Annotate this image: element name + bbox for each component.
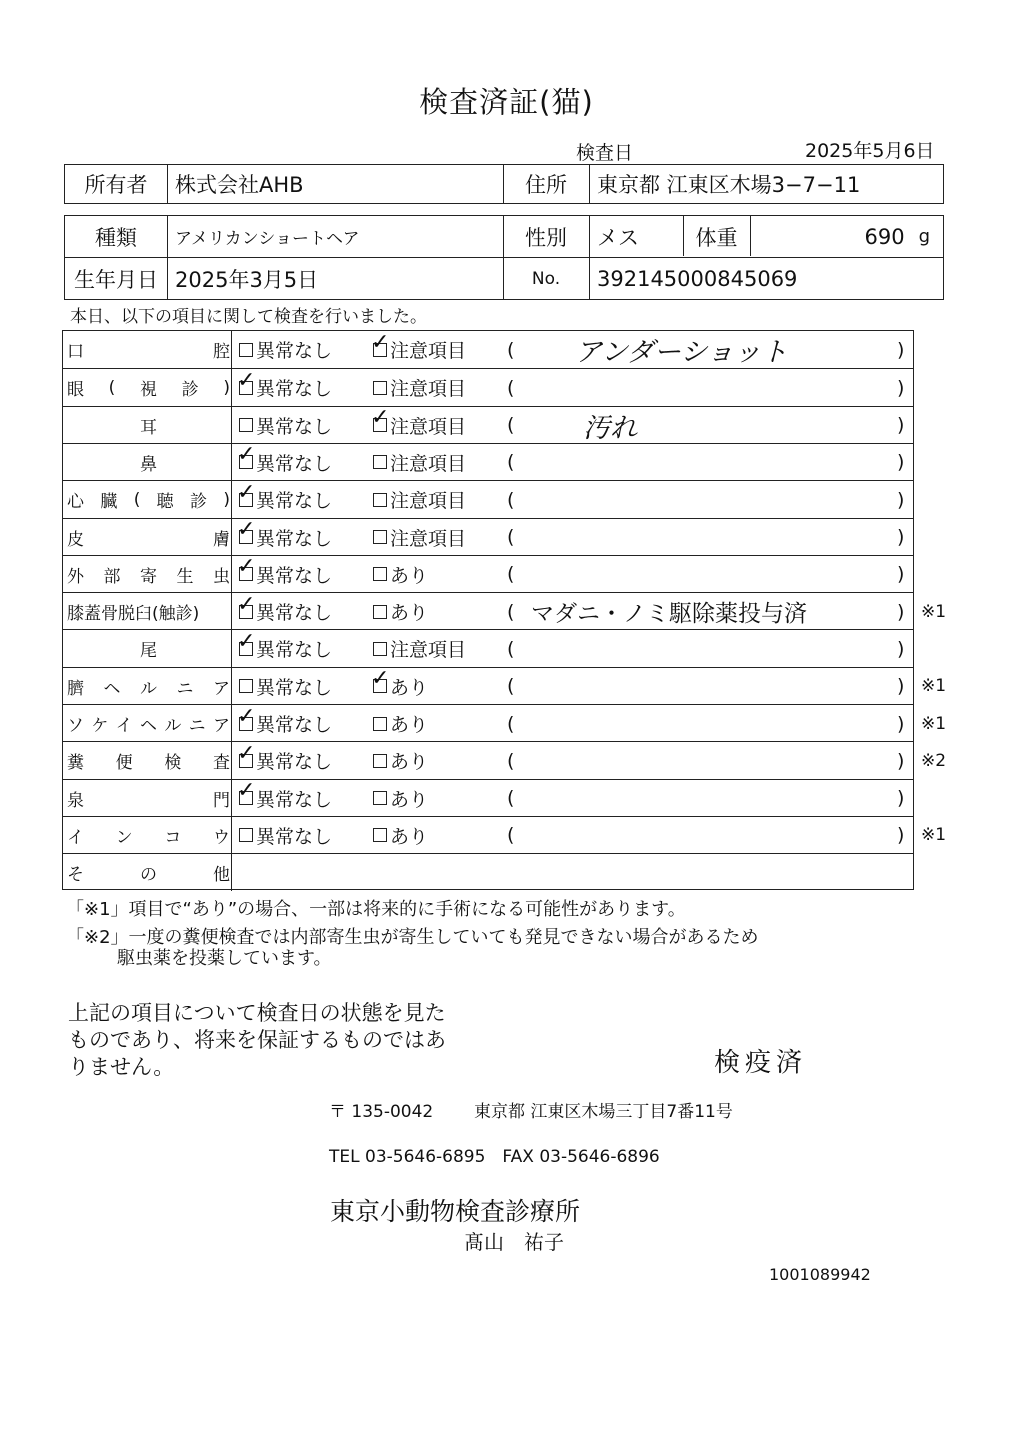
checkbox[interactable] [239,343,253,357]
exam-date-label: 検査日 [576,142,634,164]
checkbox-label: 異常なし [256,527,333,550]
checkbox[interactable] [373,381,387,395]
column-divider [231,705,232,742]
column-divider [231,742,232,779]
paren-open: ( [507,637,515,660]
exam-row [63,740,947,779]
paren-open: ( [507,712,515,735]
paren-open: ( [507,563,515,586]
normal-option[interactable] [239,780,332,817]
checkbox-label: 異常なし [256,452,333,475]
exam-item-name-char: ケ [91,716,109,736]
checkbox[interactable] [237,703,256,731]
exam-item-name [67,630,230,667]
exam-item-name-char: 部 [103,566,121,587]
column-divider [231,854,232,891]
checkbox[interactable] [373,828,387,842]
paren-open: ( [507,787,515,810]
checkbox[interactable] [237,740,256,768]
footnote-1: 「※1」項目で“あり”の場合、一部は将来的に手術になる可能性があります。 [66,899,686,920]
exam-item-name-char: 聴 [156,492,174,513]
present-option[interactable] [373,556,428,593]
paren-close: ) [897,675,905,698]
checkmark-icon: ✓ [237,591,256,617]
checkmark-icon: ✓ [237,703,256,729]
breed-value: アメリカンショートヘア [175,229,360,249]
exam-row [63,703,947,742]
paren-open: ( [507,600,515,623]
exam-item-name-char: ) [223,377,230,398]
exam-row [63,518,913,556]
exam-item-name-char: の [140,865,157,886]
paren-close: ) [897,749,905,772]
sex-value: メス [597,225,639,250]
exam-item-name-char: 尾 [140,641,157,662]
checkmark-icon: ✓ [237,442,256,468]
checkbox-label: あり [390,714,429,736]
exam-note: ※1 [921,601,947,622]
checkbox[interactable] [373,567,387,581]
exam-item-name-char: ニ [176,678,194,699]
owner-table [64,164,944,204]
normal-option[interactable] [239,331,332,368]
weight-number: 690 [864,224,905,249]
paren-close: ) [897,488,905,511]
exam-item-name-char: 診 [181,380,199,401]
checkmark-icon: ✓ [237,517,256,542]
paren-close: ) [897,824,905,847]
clinic-tel-fax: TEL 03-5646-6895 FAX 03-5646-6896 [329,1147,660,1167]
exam-item-name [67,817,230,854]
exam-item-name-char: ( [133,489,141,510]
present-option[interactable] [373,593,428,630]
exam-row [63,331,913,368]
exam-item-name-char: 臍 [67,678,84,699]
checkbox[interactable] [239,828,253,842]
exam-comment: 汚れ [583,412,637,444]
paren-close: ) [897,414,905,437]
checkbox-label: 注意項目 [390,340,467,362]
column-divider [231,444,232,481]
checkmark-icon: ✓ [237,740,256,766]
column-divider [231,556,232,593]
checkbox[interactable] [373,530,387,544]
column-divider [231,407,232,444]
exam-item-name-char: ル [164,716,182,736]
paren-open: ( [507,675,515,698]
paren-close: ) [897,451,905,474]
exam-item-name [67,705,230,742]
column-divider [231,668,232,705]
exam-item-name-char: ( [108,377,116,398]
exam-item-name-char: 口 [67,342,84,362]
exam-row [63,666,947,705]
paren-close: ) [897,563,905,586]
checkbox-label: 異常なし [256,378,333,401]
exam-item-name-char: 心 [67,492,84,513]
checkbox[interactable] [373,493,387,507]
checkbox[interactable] [373,754,387,768]
exam-item-name-char: ) [223,489,230,510]
exam-item-name-char: ア [212,716,230,736]
exam-row [63,406,913,444]
exam-item-name [67,407,230,444]
checkmark-icon: ✓ [237,628,256,654]
checkbox[interactable] [239,679,253,693]
paren-close: ) [897,787,905,810]
paren-open: ( [507,526,515,548]
checkbox[interactable] [237,628,256,656]
column-divider [231,593,232,630]
exam-row [63,816,947,854]
caution-option[interactable] [373,331,466,368]
checkmark-icon: ✓ [371,329,390,355]
exam-item-name-char: そ [67,865,84,886]
exam-date-value: 2025年5月6日 [805,140,935,162]
exam-item-name-char: ヘ [139,716,157,736]
normal-option[interactable] [239,705,332,742]
checkbox-label: 注意項目 [390,527,467,550]
birth-label: 生年月日 [74,267,158,292]
checkbox-label: あり [390,564,429,587]
exam-item-name-char: 検 [164,753,182,774]
exam-comment: マダニ・ノミ駆除薬投与済 [531,601,807,628]
footnote-2-cont: 駆虫薬を投薬しています。 [117,948,332,969]
normal-option[interactable] [239,817,332,854]
checkbox[interactable] [371,405,390,432]
normal-option[interactable] [239,407,332,444]
exam-item-name-char: 診 [190,492,208,513]
exam-item-name-char: ル [140,678,157,699]
address-value: 東京都 江東区木場3−7−11 [597,172,861,197]
checkbox[interactable] [373,791,387,805]
exam-item-name-char: 耳 [140,417,157,438]
checkbox[interactable] [237,367,256,395]
checkbox-label: 注意項目 [390,452,467,475]
present-option[interactable] [373,817,428,854]
exam-item-name-char: イ [67,827,84,848]
exam-row [63,629,913,667]
weight-value [750,216,930,257]
checkbox[interactable] [237,442,256,469]
exam-item-name-char: ン [115,827,133,848]
intro-text: 本日、以下の項目に関して検査を行いました。 [70,307,427,327]
checkmark-icon: ✓ [371,405,390,431]
checkbox-label: あり [390,825,429,848]
exam-item-name-char: 視 [139,380,157,401]
exam-item-name [67,742,230,779]
pet-table [64,215,944,300]
clinic-name: 東京小動物検査診療所 [330,1197,581,1226]
present-option[interactable] [373,742,428,779]
exam-item-name [67,854,230,891]
exam-item-name-char: 生 [176,566,194,587]
exam-item-name-char: 外 [67,566,84,587]
exam-item-name-char: 膝蓋骨脱臼(触診) [67,604,200,625]
exam-item-name [67,481,230,518]
column-divider [231,331,232,368]
paren-close: ) [897,600,905,623]
paren-close: ) [897,376,905,399]
exam-row [63,443,913,481]
exam-comment: アンダーショット [575,337,788,368]
exam-row [63,779,913,817]
exam-item-name-char: ヘ [103,678,121,699]
checkbox-label: 注意項目 [390,378,467,401]
column-divider [231,630,232,667]
checkbox-label: あり [390,788,429,811]
paren-close: ) [897,526,905,548]
present-option[interactable] [373,705,428,742]
normal-option[interactable] [239,630,332,667]
checkbox[interactable] [237,479,256,507]
checkbox-label: 異常なし [256,788,333,811]
checkbox-label: 異常なし [256,490,333,513]
normal-option[interactable] [239,593,332,630]
checkbox-label: 異常なし [256,751,333,774]
caution-option[interactable] [373,369,466,406]
no-label: No. [531,268,561,289]
breed-label: 種類 [95,225,137,250]
caution-option[interactable] [373,481,466,518]
checkbox-label: 注意項目 [390,639,467,662]
exam-row [63,368,913,406]
postal-code: 〒 135-0042 [329,1102,434,1122]
checkbox-label: 異常なし [256,825,333,848]
checkbox[interactable] [237,591,256,619]
normal-option[interactable] [239,556,332,593]
checkbox-label: 異常なし [256,415,333,438]
exam-item-name [67,556,230,593]
exam-item-name-char: ソ [67,716,84,736]
clinic-address: 東京都 江東区木場三丁目7番11号 [474,1102,733,1122]
paren-open: ( [507,376,515,399]
quarantine-stamp: 検疫済 [714,1048,808,1078]
exam-item-name [67,369,230,406]
checkbox-label: 異常なし [256,676,333,699]
normal-option[interactable] [239,481,332,518]
paren-open: ( [507,488,515,511]
exam-item-name-char: 鼻 [140,454,157,475]
exam-item-name [67,593,230,630]
normal-option[interactable] [239,519,332,556]
checkmark-icon: ✓ [371,666,390,692]
checkbox[interactable] [373,455,387,469]
exam-item-name-char: 臓 [100,492,118,513]
checkbox-label: 異常なし [256,714,333,736]
checkbox-label: 注意項目 [390,490,467,513]
disclaimer: 上記の項目について検査日の状態を見たものであり、将来を保証するものではありません。 [68,1001,446,1079]
caution-option[interactable] [373,519,466,556]
doctor-name: 髙山 祐子 [464,1230,564,1254]
checkbox-label: あり [390,751,429,774]
column-divider [231,780,232,817]
checkbox[interactable] [371,666,390,693]
checkbox[interactable] [237,554,256,581]
checkbox[interactable] [239,418,253,432]
paren-close: ) [897,338,905,361]
no-value: 392145000845069 [597,266,798,291]
checkbox-label: 注意項目 [390,415,467,438]
checkbox-label: 異常なし [256,602,333,625]
checkbox-label: 異常なし [256,639,333,662]
present-option[interactable] [373,668,428,705]
weight-unit: g [918,226,930,247]
checkbox[interactable] [237,778,256,805]
exam-item-name-char: 寄 [140,566,157,587]
exam-item-name-char: 腔 [213,342,230,362]
exam-item-name [67,668,230,705]
checkbox[interactable] [373,642,387,656]
exam-item-name [67,519,230,556]
normal-option[interactable] [239,444,332,481]
exam-item-name-char: コ [164,827,182,848]
exam-item-name [67,444,230,481]
paren-close: ) [897,712,905,735]
exam-item-name-char: 門 [213,790,230,811]
exam-item-name-char: ニ [188,716,206,736]
exam-item-name-char: 虫 [213,566,230,587]
checkbox[interactable] [237,517,256,544]
exam-row-other [63,853,913,891]
checkbox[interactable] [373,717,387,731]
column-divider [231,519,232,556]
exam-item-name-char: 膚 [213,529,230,550]
exam-row [63,480,913,518]
checkmark-icon: ✓ [237,479,256,505]
present-option[interactable] [373,780,428,817]
owner-value: 株式会社AHB [175,172,304,197]
checkbox[interactable] [373,605,387,619]
exam-note: ※1 [921,825,947,846]
owner-label: 所有者 [84,172,148,197]
column-divider [231,369,232,406]
exam-item-name-char: 泉 [67,790,84,811]
checkbox-label: あり [390,676,429,699]
paren-close: ) [897,637,905,660]
exam-item-name [67,331,230,368]
exam-item-name-char: 他 [213,865,230,886]
exam-note: ※1 [921,713,947,734]
exam-item-name-char: 眼 [67,380,84,401]
exam-item-name-char: 査 [212,753,230,774]
exam-table [62,329,947,890]
paren-open: ( [507,451,515,474]
exam-item-name-char: ウ [212,827,230,848]
checkbox[interactable] [371,329,390,357]
checkmark-icon: ✓ [237,778,256,804]
checkmark-icon: ✓ [237,367,256,393]
paren-open: ( [507,414,515,437]
paren-open: ( [507,824,515,847]
normal-option[interactable] [239,369,332,406]
footnote-2: 「※2」一度の糞便検査では内部寄生虫が寄生していても発見できない場合があるため [66,927,759,948]
exam-item-name-char: 便 [115,753,133,774]
paren-open: ( [507,749,515,772]
serial-number: 1001089942 [769,1265,871,1284]
exam-item-name-char: 糞 [67,753,84,774]
column-divider [231,817,232,854]
exam-item-name-char: 皮 [67,529,84,550]
address-label: 住所 [525,172,567,197]
checkbox-label: 異常なし [256,340,333,362]
exam-item-name [67,780,230,817]
exam-item-name-char: イ [115,716,133,736]
exam-item-name-char: ア [213,678,230,699]
exam-row [63,555,913,593]
checkbox-label: あり [390,602,429,625]
exam-row [63,591,947,630]
document-title: 検査済証(猫) [419,85,594,119]
caution-option[interactable] [373,444,466,481]
birth-value: 2025年3月5日 [175,267,319,292]
weight-label: 体重 [695,225,738,250]
sex-label: 性別 [525,225,567,250]
paren-open: ( [507,338,515,361]
exam-note: ※2 [921,750,947,771]
normal-option[interactable] [239,742,332,779]
exam-note: ※1 [921,676,947,697]
column-divider [231,481,232,518]
caution-option[interactable] [373,407,466,444]
checkmark-icon: ✓ [237,554,256,580]
caution-option[interactable] [373,630,466,667]
normal-option[interactable] [239,668,332,705]
checkbox-label: 異常なし [256,564,333,587]
